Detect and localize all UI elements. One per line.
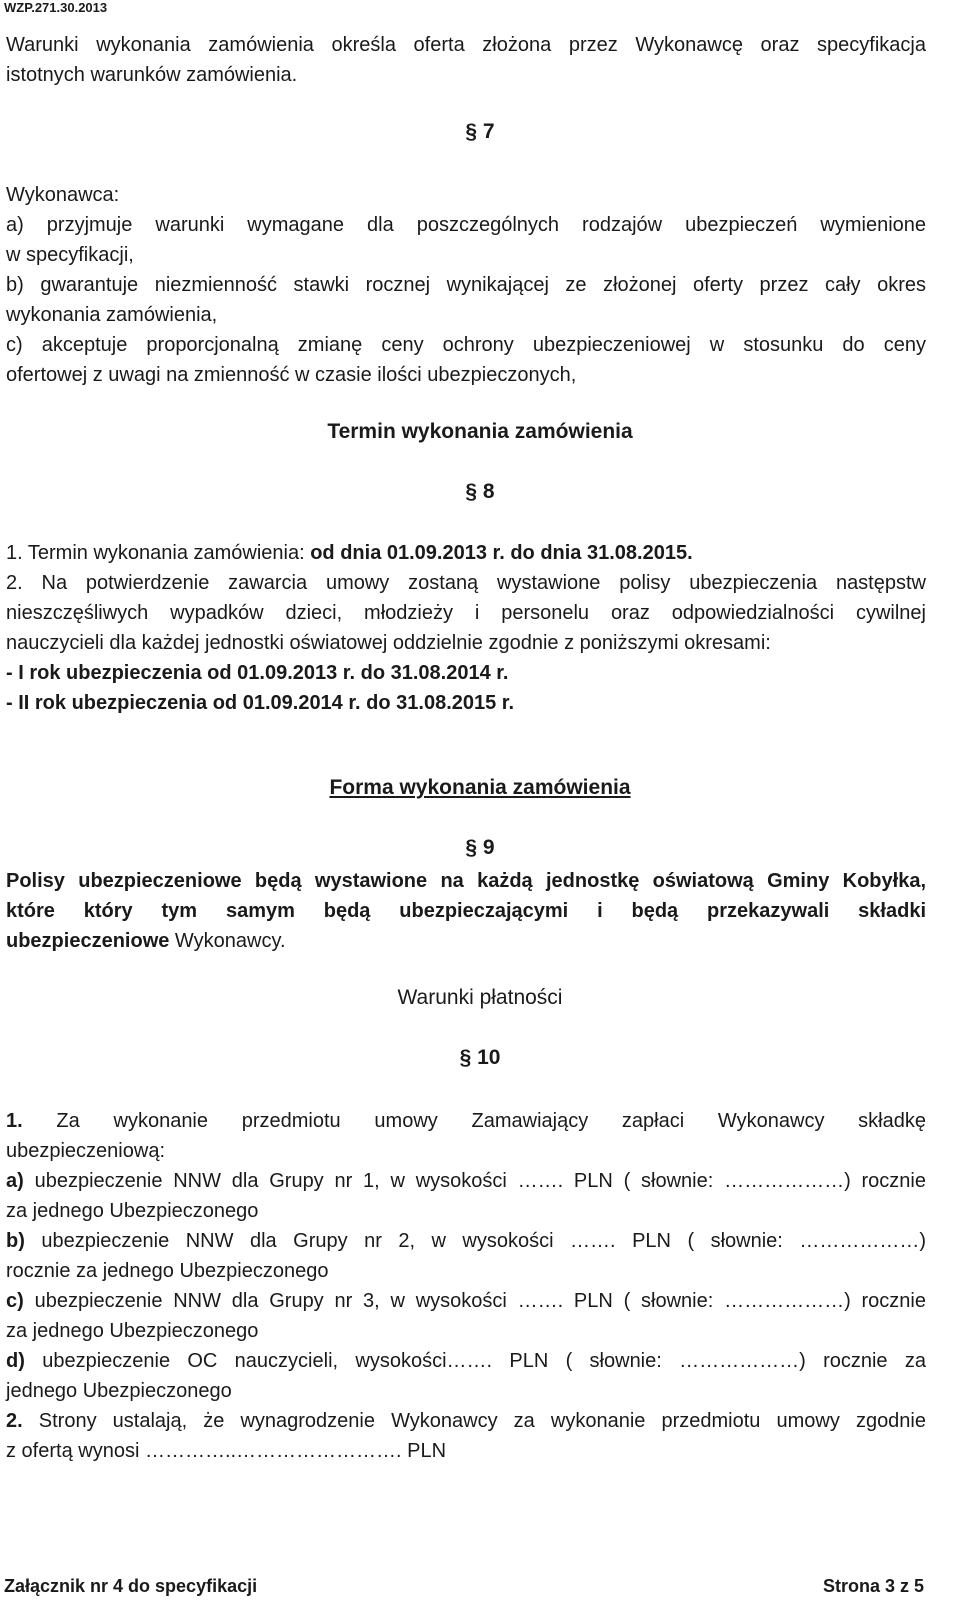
section-8-point-2-line-1: 2. Na potwierdzenie zawarcia umowy zostaną wystawione polisy ubezpieczenia następstw bbox=[6, 572, 926, 594]
section-10-item-b-line-2: rocznie za jednego Ubezpieczonego bbox=[6, 1260, 329, 1282]
section-10-point-2-text: Strony ustalają, że wynagrodzenie Wykonawcy za wykonanie przedmiotu umowy zgodnie bbox=[22, 1410, 926, 1432]
section-10-item-a-label: a) bbox=[6, 1170, 24, 1192]
section-10-item-b-line-1 bbox=[6, 1226, 926, 1256]
section-7-item-b-line-1: b) gwarantuje niezmienność stawki rocznej wynikającej ze złożonej oferty przez cały okres bbox=[6, 274, 926, 296]
section-8-point-2-line-2: nieszczęśliwych wypadków dzieci, młodzieży i personelu oraz odpowiedzialności cywilnej bbox=[6, 602, 926, 624]
section-10-point-2-line-1 bbox=[6, 1406, 926, 1436]
section-8-point-2-line-3: nauczycieli dla każdej jednostki oświatowej oddzielnie zgodnie z poniższymi okresami: bbox=[6, 632, 771, 654]
section-7-item-a-line-1: a) przyjmuje warunki wymagane dla poszczególnych rodzajów ubezpieczeń wymienione bbox=[6, 214, 926, 236]
section-8-point-1 bbox=[6, 538, 693, 568]
section-10-item-d-label: d) bbox=[6, 1350, 25, 1372]
section-9-line-3-rest: Wykonawcy. bbox=[169, 930, 286, 952]
section-9-line-2: które który tym samym będą ubezpieczającymi i będą przekazywali składki bbox=[6, 900, 926, 922]
section-10-item-b-label: b) bbox=[6, 1230, 25, 1252]
section-8-year-1: - I rok ubezpieczenia od 01.09.2013 r. do 31.08.2014 r. bbox=[6, 662, 509, 684]
section-9-line-1: Polisy ubezpieczeniowe będą wystawione na każdą jednostkę oświatową Gminy Kobyłka, bbox=[6, 870, 926, 892]
section-10-item-c-line-2: za jednego Ubezpieczonego bbox=[6, 1320, 259, 1342]
document-reference: WZP.271.30.2013 bbox=[4, 0, 108, 15]
section-10-item-c-text: ubezpieczenie NNW dla Grupy nr 3, w wysokości ……. PLN ( słownie: ………………) rocznie bbox=[23, 1290, 926, 1312]
section-10-item-a-line-1 bbox=[6, 1166, 926, 1196]
section-10-point-1-line-1 bbox=[6, 1106, 926, 1136]
section-8-title: Termin wykonania zamówienia bbox=[327, 420, 633, 443]
section-10-point-1-text: Za wykonanie przedmiotu umowy Zamawiający zapłaci Wykonawcy składkę bbox=[22, 1110, 926, 1132]
section-10-point-1-line-2: ubezpieczeniową: bbox=[6, 1140, 165, 1162]
section-10-item-a-text: ubezpieczenie NNW dla Grupy nr 1, w wysokości ……. PLN ( słownie: ………………) rocznie bbox=[23, 1170, 926, 1192]
section-10-item-d-line-1 bbox=[6, 1346, 926, 1376]
footer-attachment-label: Załącznik nr 4 do specyfikacji bbox=[4, 1576, 258, 1596]
section-10-item-d-text: ubezpieczenie OC nauczycieli, wysokości……. PLN ( słownie: ………………) rocznie za bbox=[24, 1350, 926, 1372]
section-7-item-c-line-1: c) akceptuje proporcjonalną zmianę ceny ochrony ubezpieczeniowej w stosunku do ceny bbox=[6, 334, 926, 356]
section-7-item-b-line-2: wykonania zamówienia, bbox=[6, 304, 218, 326]
section-7-lead: Wykonawca: bbox=[6, 184, 120, 206]
section-8-year-2: - II rok ubezpieczenia od 01.09.2014 r. do 31.08.2015 r. bbox=[6, 692, 515, 714]
section-10-title: Warunki płatności bbox=[397, 986, 563, 1009]
section-10-item-c-label: c) bbox=[6, 1290, 24, 1312]
section-7-heading: § 7 bbox=[465, 120, 495, 143]
section-8-point-1-label: 1. Termin wykonania zamówienia: bbox=[6, 542, 311, 564]
section-10-item-c-line-1 bbox=[6, 1286, 926, 1316]
section-10-item-b-text: ubezpieczenie NNW dla Grupy nr 2, w wysokości ……. PLN ( słownie: ………………) bbox=[24, 1230, 926, 1252]
section-9-title: Forma wykonania zamówienia bbox=[329, 776, 631, 799]
section-10-point-2-line-2: z ofertą wynosi …………..……………………. PLN bbox=[6, 1440, 447, 1462]
section-10-point-2-number: 2. bbox=[6, 1410, 23, 1432]
intro-line-1: Warunki wykonania zamówienia określa oferta złożona przez Wykonawcę oraz specyfikacja bbox=[6, 34, 926, 56]
section-7-item-c-line-2: ofertowej z uwagi na zmienność w czasie ilości ubezpieczonych, bbox=[6, 364, 577, 386]
section-10-item-d-line-2: jednego Ubezpieczonego bbox=[6, 1380, 232, 1402]
section-10-heading: § 10 bbox=[459, 1046, 501, 1069]
section-10-item-a-line-2: za jednego Ubezpieczonego bbox=[6, 1200, 259, 1222]
footer-page-number: Strona 3 z 5 bbox=[822, 1576, 924, 1596]
section-9-line-3 bbox=[6, 926, 286, 956]
section-9-line-3-bold: ubezpieczeniowe bbox=[6, 930, 170, 952]
section-9-heading: § 9 bbox=[465, 836, 495, 859]
section-10-point-1-number: 1. bbox=[6, 1110, 23, 1132]
section-8-heading: § 8 bbox=[465, 480, 495, 503]
section-8-point-1-dates: od dnia 01.09.2013 r. do dnia 31.08.2015. bbox=[310, 542, 693, 564]
intro-line-2: istotnych warunków zamówienia. bbox=[6, 64, 298, 86]
section-7-item-a-line-2: w specyfikacji, bbox=[6, 244, 134, 266]
